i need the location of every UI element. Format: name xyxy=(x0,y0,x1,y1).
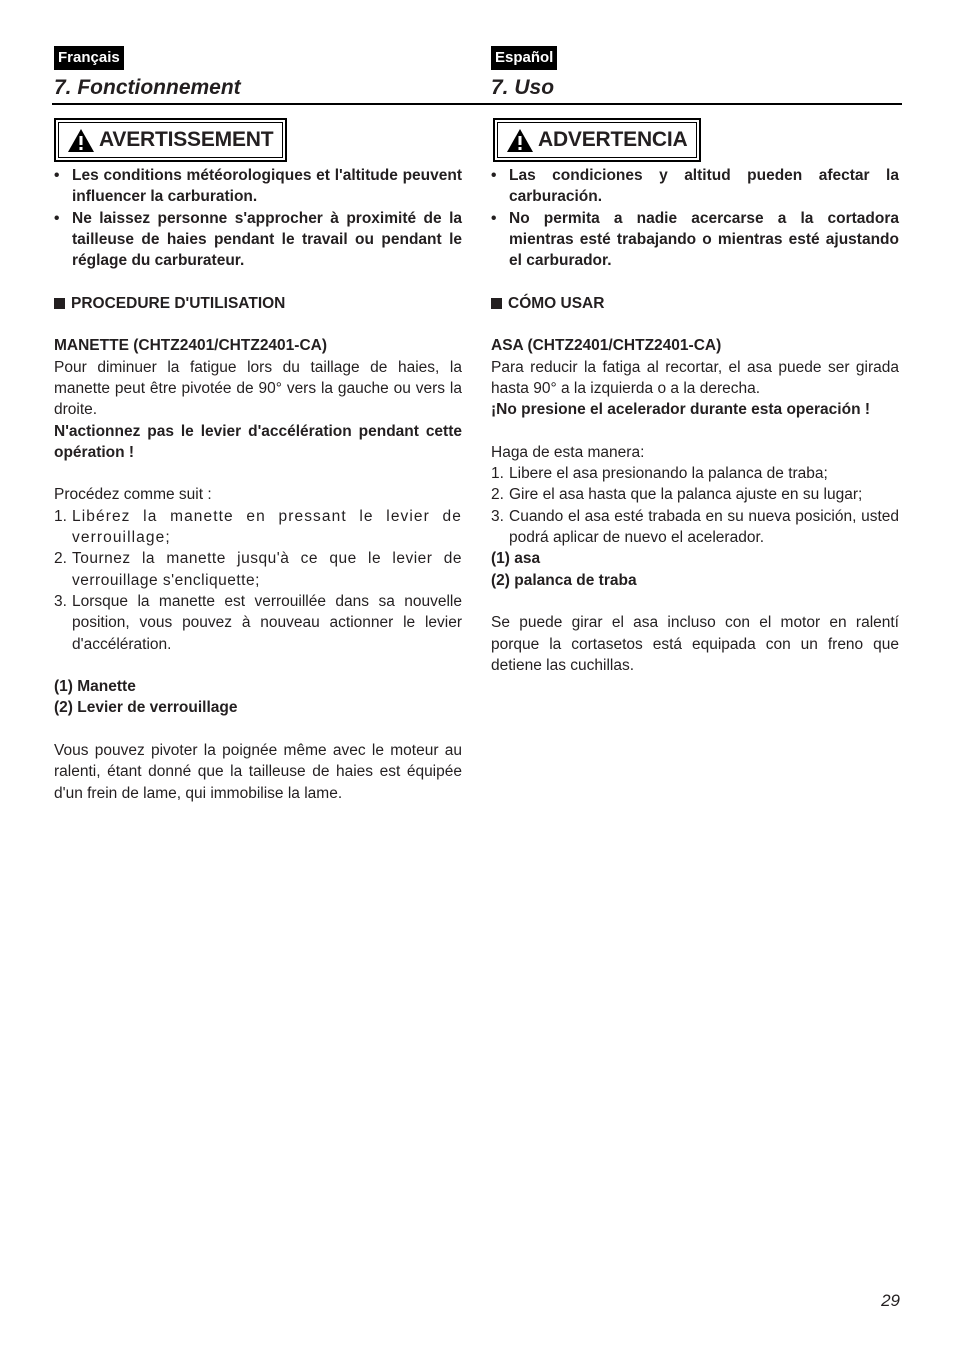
language-tag-french: Français xyxy=(54,46,124,70)
warning-item: • Ne laissez personne s'approcher à proximité de la tailleuse de haies pendant le travail ou pendant le réglage du carburateur. xyxy=(54,208,462,272)
warning-label: AVERTISSEMENT xyxy=(99,128,274,151)
warning-list xyxy=(54,165,462,271)
step-item: 1. Libérez la manette en pressant le levier de verrouillage; xyxy=(54,507,462,547)
section-title-spanish: 7. Uso xyxy=(491,76,555,99)
closing-paragraph: Vous pouvez pivoter la poignée même avec le moteur au ralenti, étant donné que la tailleuse de haies est équipée d'un frein de lame, qui immobilise la lame. xyxy=(54,742,462,802)
warning-item: • Las condiciones y altitud pueden afectar la carburación. xyxy=(491,165,899,208)
section-title-french: 7. Fonctionnement xyxy=(54,76,241,99)
legend-item: (1) asa xyxy=(491,550,541,568)
procedure-heading-text: PROCEDURE D'UTILISATION xyxy=(71,294,286,312)
legend-item: (2) Levier de verrouillage xyxy=(54,699,238,717)
warning-triangle-icon xyxy=(67,128,95,153)
page-number: 29 xyxy=(881,1291,900,1310)
spanish-body xyxy=(491,165,899,676)
procedure-heading-text: CÓMO USAR xyxy=(508,294,605,312)
step-item: 1. Libere el asa presionando la palanca de traba; xyxy=(491,465,828,483)
caution-text: ¡No presione el acelerador durante esta operación ! xyxy=(491,401,871,419)
step-item: 3. Lorsque la manette est verrouillée dans sa nouvelle position, vous pouvez à nouveau actionner le levier d'accélération. xyxy=(54,592,462,653)
square-bullet-icon xyxy=(491,298,502,309)
procedure-heading xyxy=(491,293,899,314)
warning-triangle-icon xyxy=(506,128,534,153)
steps-list xyxy=(491,463,899,548)
step-item: 2. Gire el asa hasta que la palanca ajuste en su lugar; xyxy=(491,486,863,504)
language-tag-spanish: Español xyxy=(491,46,557,70)
step-item: 3. Cuando el asa esté trabada en su nueva posición, usted podrá aplicar de nuevo el acelerador. xyxy=(491,507,899,547)
procedure-heading xyxy=(54,293,462,314)
left-column-header xyxy=(54,46,464,101)
closing-paragraph: Se puede girar el asa incluso con el motor en ralentí porque la cortasetos está equipada con un freno que detiene las cuchillas. xyxy=(491,614,899,674)
sub-heading: ASA (CHTZ2401/CHTZ2401-CA) xyxy=(491,337,722,355)
intro-paragraph: Pour diminuer la fatigue lors du taillage de haies, la manette peut être pivotée de 90° vers la gauche ou vers la droite. xyxy=(54,358,462,419)
intro-paragraph: Para reducir la fatiga al recortar, el asa puede ser girada hasta 90° a la izquierda o a la derecha. xyxy=(491,358,899,397)
warning-box-french xyxy=(54,118,287,162)
warning-box-spanish xyxy=(493,118,701,162)
steps-intro: Procédez comme suit : xyxy=(54,486,212,504)
steps-list xyxy=(54,506,462,655)
sub-heading: MANETTE (CHTZ2401/CHTZ2401-CA) xyxy=(54,337,328,355)
legend-item: (2) palanca de traba xyxy=(491,571,637,589)
steps-intro: Haga de esta manera: xyxy=(491,443,645,461)
french-body xyxy=(54,165,462,804)
warning-list xyxy=(491,165,899,271)
square-bullet-icon xyxy=(54,298,65,309)
warning-item: • Les conditions météorologiques et l'altitude peuvent influencer la carburation. xyxy=(54,165,462,208)
warning-label: ADVERTENCIA xyxy=(538,128,688,151)
warning-item: • No permita a nadie acercarse a la cortadora mientras esté trabajando o mientras esté ajustando el carburador. xyxy=(491,208,899,272)
step-item: 2. Tournez la manette jusqu'à ce que le levier de verrouillage s'encliquette; xyxy=(54,550,462,589)
header-divider xyxy=(52,103,902,105)
legend-item: (1) Manette xyxy=(54,678,136,696)
right-column-header xyxy=(491,46,901,101)
caution-text: N'actionnez pas le levier d'accélération pendant cette opération ! xyxy=(54,422,462,461)
